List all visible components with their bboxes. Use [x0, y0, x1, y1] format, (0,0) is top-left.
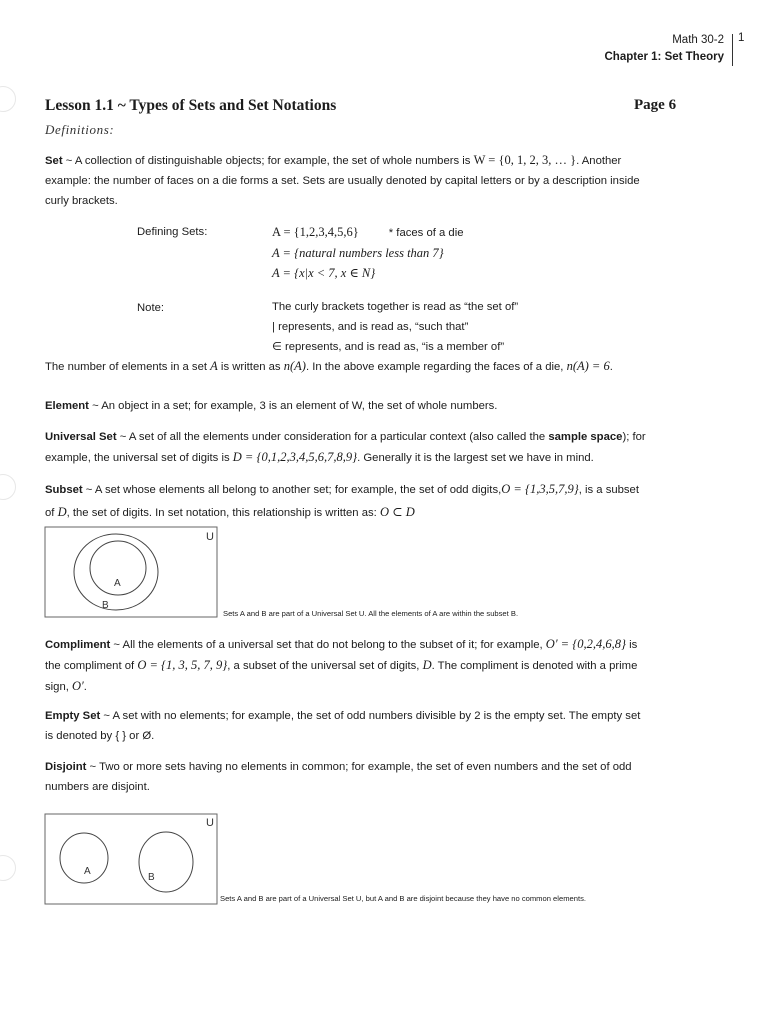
empty-set-definition: Empty Set ~ A set with no elements; for example, the set of odd numbers divisible by 2 is the empty set. The empty set is denoted by { } or Ø.: [45, 710, 641, 742]
punch-hole: [0, 474, 16, 500]
page-number: 1: [738, 32, 745, 44]
compliment-definition: Compliment ~ All the elements of a universal set that do not belong to the subset of it; for example, O′ = {0,2,4,6,8} is the compliment of O = {1, 3, 5, 7, 9}, a subset of the universal set of digits, D. The compliment is denoted with a prime sign, O′.: [45, 637, 638, 693]
definitions-label: Definitions:: [45, 122, 115, 137]
set-term: Set: [45, 155, 63, 167]
venn1-caption: Sets A and B are part of a Universal Set U. All the elements of A are within the subset B.: [223, 609, 519, 618]
disjoint-definition: Disjoint ~ Two or more sets having no elements in common; for example, the set of even numbers and the set of odd numbers are disjoint.: [45, 761, 632, 793]
subset-term: Subset: [45, 484, 83, 496]
element-term: Element: [45, 400, 89, 412]
venn2-label-a: A: [84, 866, 91, 877]
whole-numbers-math: W = {0, 1, 2, 3, … }: [473, 153, 577, 167]
universal-set-box: [45, 527, 217, 617]
lesson-title: Lesson 1.1 ~ Types of Sets and Set Notations: [45, 97, 337, 114]
universal-set-box: [45, 814, 217, 904]
element-definition: Element ~ An object in a set; for example, 3 is an element of W, the set of whole numbers.: [45, 400, 498, 412]
set-b-circle: [139, 832, 193, 892]
page-label: Page 6: [634, 97, 677, 113]
universal-set-definition: Universal Set ~ A set of all the elements under consideration for a particular context (also called the sample space); for example, the universal set of digits is D = {0,1,2,3,4,5,6,7,8,9}. Generally it is the largest set we have in mind.: [45, 431, 646, 464]
venn2-caption: Sets A and B are part of a Universal Set U, but A and B are disjoint because they have no common elements.: [220, 894, 586, 903]
note-text: The curly brackets together is read as “the set of” | represents, and is read as, “such that” ∈ represents, and is read as, “is a member of”: [272, 301, 519, 353]
chapter-title: Chapter 1: Set Theory: [604, 51, 724, 63]
venn1-label-a: A: [114, 578, 121, 589]
header-divider: [732, 34, 733, 66]
venn1-label-u: U: [206, 531, 214, 543]
empty-set-term: Empty Set: [45, 710, 101, 722]
compliment-term: Compliment: [45, 639, 111, 651]
defining-sets-label: Defining Sets:: [137, 226, 208, 238]
page-header: [605, 32, 725, 66]
universal-set-term: Universal Set: [45, 431, 117, 443]
disjoint-term: Disjoint: [45, 761, 87, 773]
note-label: Note:: [137, 302, 165, 314]
course-name: Math 30-2: [672, 34, 724, 46]
punch-hole: [0, 86, 16, 112]
venn2-label-u: U: [206, 817, 214, 829]
defining-sets-examples: A = {1,2,3,4,5,6} * faces of a die A = {natural numbers less than 7} A = {x|x < 7, x ∈ N}: [272, 225, 464, 280]
subset-definition: Subset ~ A set whose elements all belong to another set; for example, the set of odd digits,O = {1,3,5,7,9}, is a subset of D, the set of digits. In set notation, this relationship is written as: O ⊂ D: [45, 482, 639, 519]
set-definition: Set ~ A collection of distinguishable objects; for example, the set of whole numbers is W = {0, 1, 2, 3, … }. Another example: the number of faces on a die forms a set. Sets are usually denoted by capital letters or by a description inside curly brackets.: [45, 153, 640, 207]
venn1-label-b: B: [102, 600, 109, 611]
venn-diagram-subset: [44, 524, 224, 620]
number-of-elements: The number of elements in a set A is written as n(A). In the above example regarding the faces of a die, n(A) = 6.: [45, 359, 613, 373]
venn-diagram-disjoint: [44, 812, 224, 908]
venn2-label-b: B: [148, 872, 155, 883]
punch-hole: [0, 855, 16, 881]
